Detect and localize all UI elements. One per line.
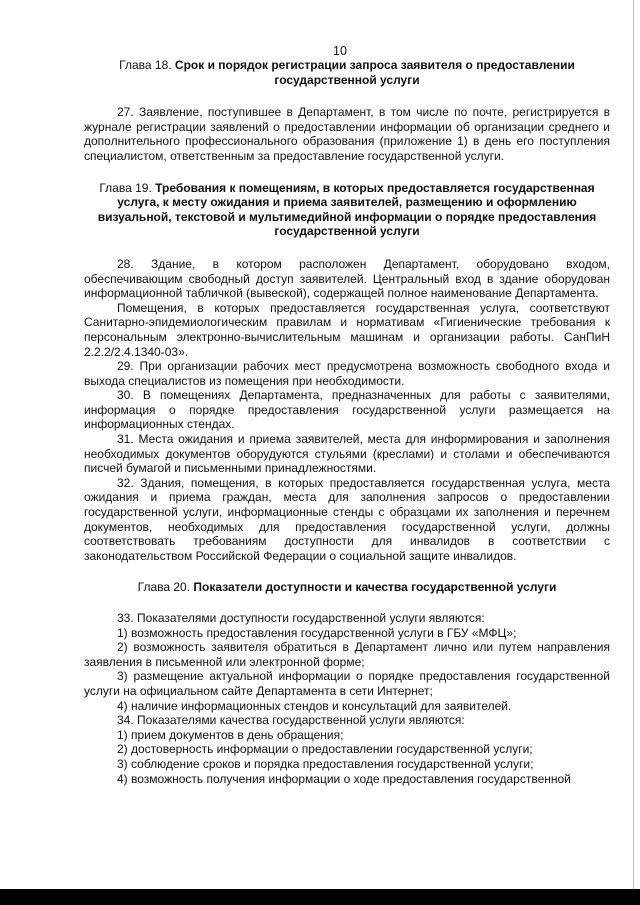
chapter-title: Показатели доступности и качества государственной услуги (193, 580, 557, 595)
chapter-title: Срок и порядок регистрации запроса заявителя о предоставлении государственной услуги (174, 58, 575, 87)
chapter-number: Глава 20. (137, 580, 191, 595)
scan-bottom-border (0, 889, 640, 905)
list-item: 2) достоверность информации о предоставлении государственной услуги; (117, 742, 533, 757)
list-item: 3) размещение актуальной информации о порядке предоставления государственной услуги на официальном сайте Департамента в сети Интернет; (84, 669, 610, 698)
paragraph: 28. Здание, в котором расположен Департамент, оборудовано входом, обеспечивающим свободный доступ заявителей. Центральный вход в здание оборудован информационной табличкой (вывеской), содержащей полное наименование Департамента. (84, 256, 610, 301)
chapter-20-heading (84, 580, 610, 595)
paragraph: 31. Места ожидания и приема заявителей, места для информирования и заполнения необходимых документов оборудуются стульями (креслами) и столами и обеспечиваются писчей бумагой и письменными принадлежностями. (84, 432, 610, 476)
paragraph: 27. Заявление, поступившее в Департамент, в том числе по почте, регистрируется в журнале регистрации заявлений о предоставлении информации об организации среднего и дополнительного профессионального образования (приложение 1) в день его поступления специалистом, ответственным за предоставление государственной услуги. (84, 105, 610, 163)
page-number: 10 (333, 44, 347, 58)
chapter-18-heading (84, 58, 610, 87)
paragraph: 30. В помещениях Департамента, предназначенных для работы с заявителями, информация о порядке предоставления государственной услуги размещается на информационных стендах. (84, 388, 610, 432)
document-body (84, 58, 610, 786)
chapter-19-heading (84, 181, 610, 239)
chapter-title: Требования к помещениям, в которых предоставляется государственная услуга, к месту ожидания и приема заявителей, размещению и оформлению визуальной, текстовой и мультимедийной информации о порядке предоставления государственной услуги (97, 180, 597, 239)
paragraph: 29. При организации рабочих мест предусмотрена возможность свободного входа и выхода специалистов из помещения при необходимости. (84, 359, 610, 388)
list-item: 1) возможность предоставления государственной услуги в ГБУ «МФЦ»; (117, 625, 517, 640)
list-item: 4) наличие информационных стендов и консультаций для заявителей. (117, 698, 512, 713)
list-item: 1) прием документов в день обращения; (117, 727, 344, 742)
paragraph: 33. Показателями доступности государственной услуги являются: (117, 611, 485, 625)
list-item: 4) возможность получения информации о ходе предоставления государственной (117, 771, 571, 786)
paragraph: 34. Показателями качества государственной услуги являются: (117, 713, 465, 728)
list-item: 2) возможность заявителя обратиться в Департамент лично или путем направления заявления в письменной или электронной форме; (84, 640, 610, 669)
scan-edge-line (633, 0, 634, 905)
paragraph: Помещения, в которых предоставляется государственная услуга, соответствуют Санитарно-эпидемиологическим правилам и нормативам «Гигиенические требования к персональным электронно-вычислительным машинам и организации работы. СанПиН 2.2.2/2.4.1340-03». (84, 300, 610, 359)
chapter-number: Глава 18. (119, 58, 172, 72)
paragraph: 32. Здания, помещения, в которых предоставляется государственная услуга, места ожидания и приема граждан, места для заполнения запросов о предоставлении государственной услуги, информационные стенды с образцами их заполнения и перечнем документов, необходимых для предоставления государственной услуги, должны соответствовать требованиям доступности для инвалидов в соответствии с законодательством Российской Федерации о социальной защите инвалидов. (84, 475, 610, 563)
list-item: 3) соблюдение сроков и порядка предоставления государственной услуги; (117, 756, 534, 771)
chapter-number: Глава 19. (99, 180, 152, 195)
